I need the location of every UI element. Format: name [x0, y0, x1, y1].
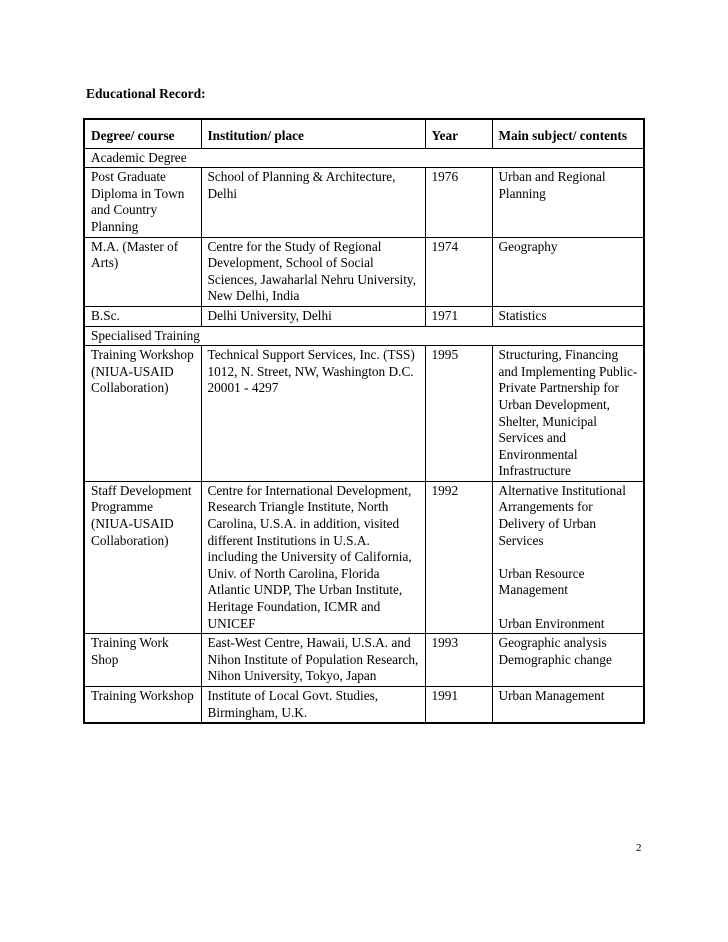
- column-header-subject: Main subject/ contents: [492, 119, 644, 148]
- subject-cell: Urban and Regional Planning: [492, 168, 644, 237]
- subject-line: Geographic analysis: [498, 635, 607, 651]
- column-header-year: Year: [425, 119, 492, 148]
- degree-cell: M.A. (Master of Arts): [84, 237, 201, 306]
- blank-line: [499, 599, 639, 616]
- institution-cell: Centre for the Study of Regional Development, School of Social Sciences, Jawaharlal Nehru University, New Delhi, India: [201, 237, 425, 306]
- institution-cell: School of Planning & Architecture, Delhi: [201, 168, 425, 237]
- subject-line: Demographic change: [498, 651, 612, 667]
- section-label-academic: Academic Degree: [84, 148, 644, 168]
- section-heading: Educational Record:: [86, 86, 206, 101]
- year-cell: 1974: [425, 237, 492, 306]
- degree-cell: B.Sc.: [84, 306, 201, 326]
- institution-cell: Centre for International Development, Research Triangle Institute, North Carolina, U.S.A. in addition, visited different Institutions in U.S.A. including the University of California, Univ. of North Carolina, Florida Atlantic UNDP, The Urban Institute, Heritage Foundation, ICMR and UNICEF: [201, 481, 425, 633]
- table-row: [84, 481, 644, 633]
- degree-cell: Post Graduate Diploma in Town and Country Planning: [84, 168, 201, 237]
- degree-cell: Staff Development Programme (NIUA-USAID Collaboration): [84, 481, 201, 633]
- educational-record-table: [83, 118, 645, 724]
- table-row: [84, 346, 644, 482]
- table-row: [84, 687, 644, 724]
- institution-cell: East-West Centre, Hawaii, U.S.A. and Nihon Institute of Population Research, Nihon University, Tokyo, Japan: [201, 634, 425, 687]
- year-cell: 1971: [425, 306, 492, 326]
- degree-cell: Training Workshop: [84, 687, 201, 724]
- column-header-institution: Institution/ place: [201, 119, 425, 148]
- blank-line: [499, 549, 639, 566]
- year-cell: 1991: [425, 687, 492, 724]
- institution-cell: Technical Support Services, Inc. (TSS) 1012, N. Street, NW, Washington D.C. 20001 - 4297: [201, 346, 425, 482]
- degree-cell: Training Work Shop: [84, 634, 201, 687]
- section-label-training: Specialised Training: [84, 326, 644, 346]
- subject-line: Alternative Institutional Arrangements for Delivery of Urban Services: [498, 482, 626, 548]
- subject-cell: [492, 481, 644, 633]
- subject-cell: [492, 634, 644, 687]
- institution-cell: Delhi University, Delhi: [201, 306, 425, 326]
- table-row: [84, 237, 644, 306]
- table-row: [84, 634, 644, 687]
- subject-cell: Urban Management: [492, 687, 644, 724]
- year-cell: 1992: [425, 481, 492, 633]
- table-row: [84, 168, 644, 237]
- table-header-row: [84, 119, 644, 148]
- table-row: [84, 306, 644, 326]
- year-cell: 1993: [425, 634, 492, 687]
- subject-cell: Statistics: [492, 306, 644, 326]
- section-row-training: [84, 326, 644, 346]
- page-number: 2: [636, 842, 642, 854]
- degree-cell: Training Workshop (NIUA-USAID Collaboration): [84, 346, 201, 482]
- institution-cell: Institute of Local Govt. Studies, Birmingham, U.K.: [201, 687, 425, 724]
- year-cell: 1976: [425, 168, 492, 237]
- subject-cell: Geography: [492, 237, 644, 306]
- section-row-academic: [84, 148, 644, 168]
- subject-line: Urban Environment: [498, 615, 605, 631]
- subject-cell: Structuring, Financing and Implementing Public-Private Partnership for Urban Development, Shelter, Municipal Services and Environmental Infrastructure: [492, 346, 644, 482]
- subject-line: Urban Resource Management: [498, 565, 585, 598]
- year-cell: 1995: [425, 346, 492, 482]
- column-header-degree: Degree/ course: [84, 119, 201, 148]
